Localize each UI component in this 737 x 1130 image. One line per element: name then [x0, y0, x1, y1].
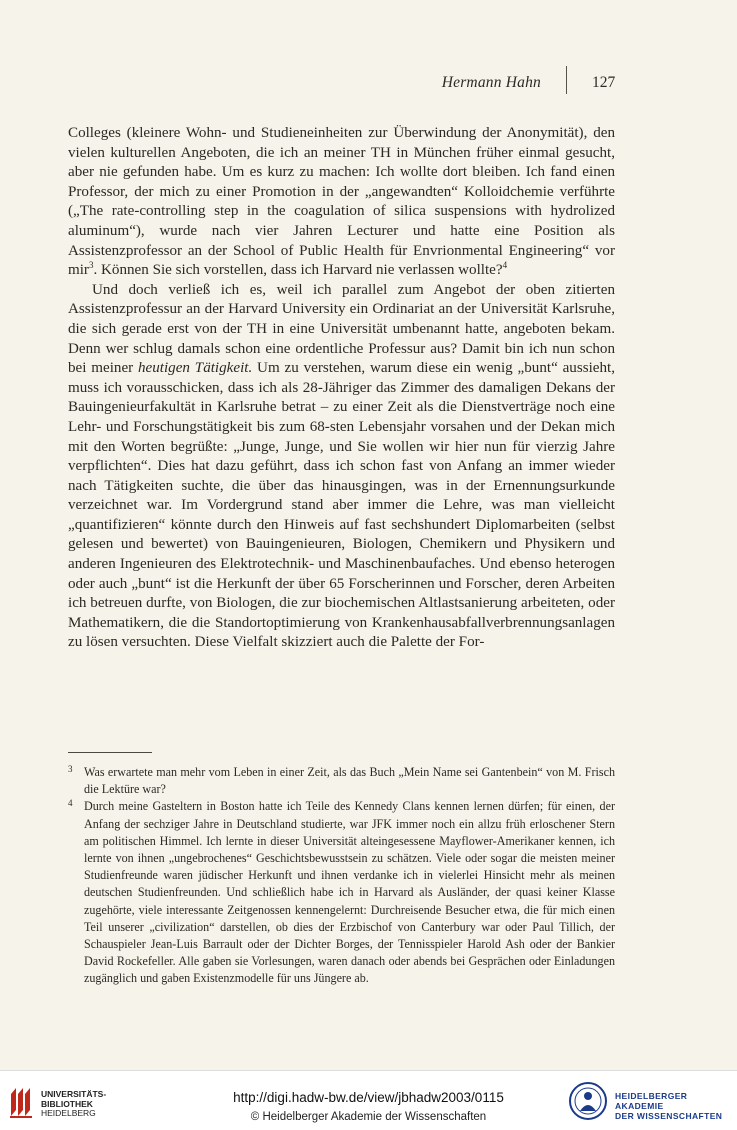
paragraph-2-italic: heutigen Tätigkeit.: [138, 360, 253, 377]
footnote-ref-3[interactable]: 3: [88, 260, 94, 271]
viewer-footer: [0, 1070, 737, 1130]
academy-name[interactable]: [615, 1091, 737, 1121]
footnote-ref-4[interactable]: 4: [502, 260, 508, 271]
academy-line-2: DER WISSENSCHAFTEN: [615, 1111, 723, 1121]
academy-line-1: HEIDELBERGER AKADEMIE: [615, 1091, 688, 1111]
footnote-text: Durch meine Gasteltern in Boston hatte ich Teile des Kennedy Clans kennen lernen dürfen; für einen, der Anfang der sechziger Jahre in Deutschland studierte, war JFK immer noch ein allzu früh erloschener Stern am politischen Himmel. Ich lernte in dieser Universität alteingesessene Mayflower-Amerikaner kennen, ich lernte von ihnen „ungebrochenes“ Geschichtsbewusstsein zu schätzen. Viele oder sogar die meisten meiner Studienfreunde waren jüdischer Herkunft und ihnen verdanke ich in vielerlei Hinsicht mehr als meinen deutschen Studienfreunden. Und schließlich habe ich in Harvard als Ausländer, der quasi keiner Klasse zugehörte, viele interessante Zeitgenossen kennengelernt: Durchreisende Besucher etwa, die für mich einen Teil unserer „civilization“ darstellen, ob dies der Erzbischof von Canterbury war oder Paul Tillich, der Schauspieler Jean-Luis Barrault oder der Dichter Borges, der Tennisspieler Harold Ash oder der Bankier David Rockefeller. Alle gaben sie Vorlesungen, waren danach oder abends bei Gesprächen oder Einladungen zugänglich und gaben Existenzmodelle für uns Jüngere ab.: [84, 799, 615, 986]
copyright-notice: © Heidelberger Akademie der Wissenschaften: [250, 1111, 487, 1123]
ub-line-1: UNIVERSITÄTS-: [41, 1089, 107, 1099]
footnote-text: Was erwartete man mehr vom Leben in einer Zeit, als das Buch „Mein Name sei Gantenbein“ von M. Frisch die Lektüre war?: [84, 765, 615, 797]
body-text: [68, 124, 615, 653]
running-header-author: Hermann Hahn: [441, 74, 541, 91]
running-header: [0, 74, 737, 98]
ub-line-2: BIBLIOTHEK: [41, 1098, 93, 1109]
paragraph-1-text: Colleges (kleinere Wohn- und Studieneinheiten zur Überwindung der Anonymität), den vielen kulturellen Angeboten, die ich an meiner TH in München früher einmal gesucht, aber nie gefunden habe. Um es kurz zu machen: Ich wollte dort bleiben. Ich fand einen Professor, der mich zu einer Promotion in der „angewandten“ Kolloidchemie verführte („The rate-controlling step in the coagulation of silica suspensions with hydrolized aluminum“), wurde nach vier Jahren Lecturer und hatte eine Position als Assistenzprofessor an der School of Public Health für Envrionmental Engineering“ vor mir: [68, 125, 615, 279]
footnote-number: 4: [68, 798, 73, 809]
paragraph-2-text: Und doch verließ ich es, weil ich parallel zum Angebot der oben zitierten Assistenzprofessur an der Harvard University ein Ordinariat an der Universität Karlsruhe, die sich gerade erst von der TH in eine Universität umbenannt hatte, angeboten bekam. Denn wer schlug damals schon eine ordentliche Professur aus? Damit bin ich nun schon bei meiner: [68, 281, 615, 377]
footnotes: [68, 764, 615, 988]
ub-line-3: HEIDELBERG: [41, 1108, 96, 1118]
paragraph-2-text-cont: Um zu verstehen, warum diese ein wenig „bunt“ aussieht, muss ich vorausschicken, dass ich als 28-Jähriger das Zimmer des damaligen Dekans der Bauingenieurfakultät in Karlsruhe betrat – zu einer Zeit als die Dienstverträge noch eine Lehr- und Forschungstätigkeit bis zum 68-sten Lebensjahr vorsahen und der Dekan mich mit den Worten begrüßte: „Junge, Junge, und Sie wollen wir hier nun für vierzig Jahre verpflichten“. Dies hat dazu geführt, dass ich schon fast von Anfang an immer wieder nach Tätigkeiten suchte, die über das hinausgingen, was in der Ernennungsurkunde verzeichnet war. Im Vordergrund stand aber immer die Lehre, was man vielleicht „quantifizieren“ könnte durch den Hinweis auf fast sechshundert Diplomarbeiten (selbst gelesen und bewertet) von Bauingenieuren, Biologen, Chemikern und Physikern und anderen Ingenieuren des Elektrotechnik- und Maschinenbaufaches. Und ebenso heterogen oder auch „bunt“ ist die Herkunft der über 65 Forscherinnen und Forscher, deren Arbeiten ich betreuen durfte, von Biologen, die zur biochemischen Altlastsanierung arbeiteten, oder Mathematikern, die die Standortoptimierung von Krankenhausabfallverbrennungsanlagen zu lösen versuchten. Diese Vielfalt skizziert auch die Palette der For-: [68, 360, 615, 651]
paragraph-1-text-cont: . Können Sie sich vorstellen, dass ich Harvard nie verlassen wollte?: [93, 262, 503, 279]
page-number: 127: [592, 74, 616, 91]
paragraph-1: [68, 124, 615, 281]
footnote-rule: [68, 752, 152, 753]
footnote-number: 3: [68, 764, 73, 774]
header-divider: [566, 66, 567, 94]
footnote-4: [68, 798, 615, 987]
paragraph-2: [68, 281, 615, 653]
academy-seal-icon[interactable]: [568, 1081, 608, 1121]
footnote-3: [68, 764, 615, 798]
permalink-url[interactable]: http://digi.hadw-bw.de/view/jbhadw2003/0115: [233, 1090, 504, 1105]
